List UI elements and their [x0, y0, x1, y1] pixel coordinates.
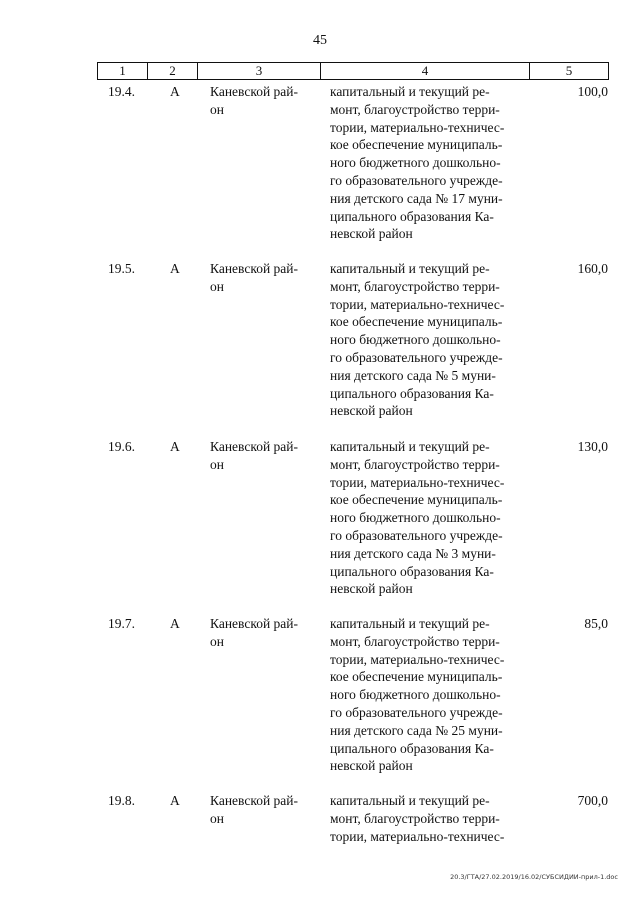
- column-header-5: 5: [530, 63, 609, 80]
- row-recipient: [210, 83, 316, 119]
- description-line: капитальный и текущий ре-: [330, 439, 490, 454]
- recipient-line: он: [210, 456, 224, 472]
- description-line: ного бюджетного дошкольно-: [330, 155, 501, 171]
- recipient-line: Каневской рай-: [210, 84, 299, 99]
- description-line: монт, благоустройство терри-: [330, 810, 500, 826]
- description-line: ния детского сада № 5 муни-: [330, 367, 496, 383]
- description-line: ципального образования Ка-: [330, 563, 494, 579]
- row-description: [330, 792, 524, 845]
- description-line: тории, материально-техничес-: [330, 651, 505, 667]
- description-line: го образовательного учрежде-: [330, 172, 503, 188]
- row-category: А: [170, 793, 180, 808]
- description-line: капитальный и текущий ре-: [330, 84, 490, 99]
- description-line: го образовательного учрежде-: [330, 349, 503, 365]
- description-line: невской район: [330, 403, 413, 419]
- row-description: [330, 615, 524, 775]
- description-line: монт, благоустройство терри-: [330, 101, 500, 117]
- column-header-4: 4: [321, 63, 530, 80]
- recipient-line: Каневской рай-: [210, 261, 299, 276]
- description-line: ципального образования Ка-: [330, 740, 494, 756]
- description-line: ного бюджетного дошкольно-: [330, 687, 501, 703]
- description-line: го образовательного учрежде-: [330, 527, 503, 543]
- row-amount: 85,0: [584, 616, 608, 631]
- row-description: [330, 260, 524, 420]
- row-number: 19.8.: [108, 793, 135, 808]
- column-header-2: 2: [148, 63, 198, 80]
- description-line: тории, материально-техничес-: [330, 119, 505, 135]
- row-amount: 100,0: [577, 84, 608, 99]
- row-category: А: [170, 84, 180, 99]
- description-line: невской район: [330, 758, 413, 774]
- row-recipient: [210, 438, 316, 474]
- recipient-line: Каневской рай-: [210, 793, 299, 808]
- row-description: [330, 83, 524, 243]
- description-line: монт, благоустройство терри-: [330, 278, 500, 294]
- row-number: 19.6.: [108, 439, 135, 454]
- description-line: капитальный и текущий ре-: [330, 793, 490, 808]
- description-line: ципального образования Ка-: [330, 208, 494, 224]
- recipient-line: он: [210, 810, 224, 826]
- description-line: капитальный и текущий ре-: [330, 261, 490, 276]
- description-line: тории, материально-техничес-: [330, 296, 505, 312]
- recipient-line: он: [210, 633, 224, 649]
- description-line: ния детского сада № 25 муни-: [330, 722, 503, 738]
- row-recipient: [210, 615, 316, 651]
- description-line: монт, благоустройство терри-: [330, 456, 500, 472]
- description-line: ного бюджетного дошкольно-: [330, 332, 501, 348]
- description-line: кое обеспечение муниципаль-: [330, 137, 503, 153]
- row-amount: 130,0: [577, 439, 608, 454]
- column-header-row: [98, 63, 609, 80]
- column-header-table: [97, 62, 609, 80]
- row-recipient: [210, 792, 316, 828]
- description-line: капитальный и текущий ре-: [330, 616, 490, 631]
- row-category: А: [170, 261, 180, 276]
- column-header-1: 1: [98, 63, 148, 80]
- row-number: 19.4.: [108, 84, 135, 99]
- description-line: кое обеспечение муниципаль-: [330, 314, 503, 330]
- recipient-line: он: [210, 101, 224, 117]
- row-number: 19.7.: [108, 616, 135, 631]
- description-line: кое обеспечение муниципаль-: [330, 492, 503, 508]
- description-line: тории, материально-техничес-: [330, 828, 505, 844]
- row-description: [330, 438, 524, 598]
- page-number: 45: [313, 33, 327, 48]
- row-amount: 700,0: [577, 793, 608, 808]
- row-amount: 160,0: [577, 261, 608, 276]
- recipient-line: он: [210, 278, 224, 294]
- column-header-3: 3: [198, 63, 321, 80]
- row-category: А: [170, 616, 180, 631]
- recipient-line: Каневской рай-: [210, 616, 299, 631]
- description-line: тории, материально-техничес-: [330, 474, 505, 490]
- description-line: кое обеспечение муниципаль-: [330, 669, 503, 685]
- description-line: невской район: [330, 226, 413, 242]
- row-recipient: [210, 260, 316, 296]
- recipient-line: Каневской рай-: [210, 439, 299, 454]
- description-line: ния детского сада № 3 муни-: [330, 545, 496, 561]
- description-line: го образовательного учрежде-: [330, 704, 503, 720]
- row-number: 19.5.: [108, 261, 135, 276]
- description-line: ципального образования Ка-: [330, 385, 494, 401]
- row-category: А: [170, 439, 180, 454]
- footer-file-code: 20.3/ГТА/27.02.2019/16.02/СУБСИДИИ-прил-1.doc: [450, 873, 618, 881]
- description-line: монт, благоустройство терри-: [330, 633, 500, 649]
- description-line: невской район: [330, 581, 413, 597]
- description-line: ния детского сада № 17 муни-: [330, 190, 503, 206]
- description-line: ного бюджетного дошкольно-: [330, 510, 501, 526]
